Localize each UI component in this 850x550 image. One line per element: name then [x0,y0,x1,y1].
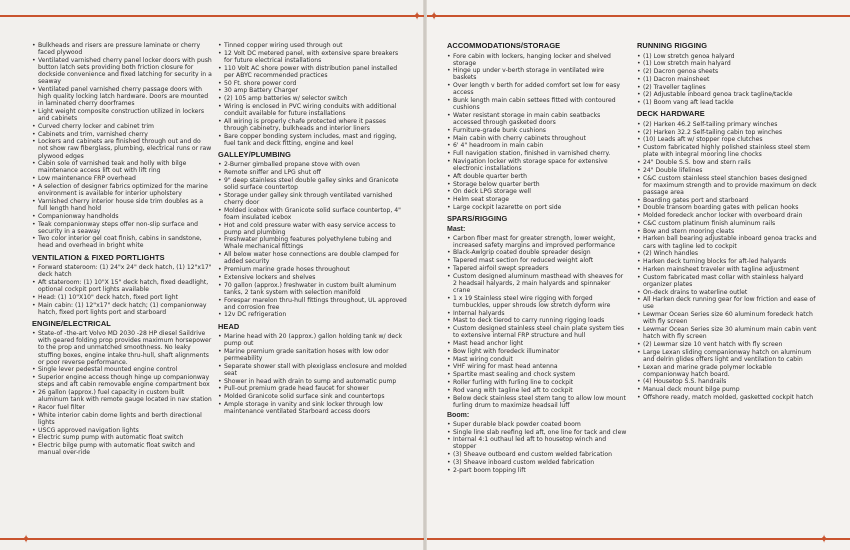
accommodations-list [447,53,627,212]
deck-hardware-list [637,121,817,401]
list-item: • Harken ball bearing adjustable inboard genoa tracks and cars with tagline led to cockpit [637,235,817,249]
list-item: • Storage under galley sink through ventilated varnished cherry door [218,192,408,206]
list-item: • 9" deep stainless steel double galley sinks and Granicote solid surface countertop [218,177,408,191]
list-item: • Mast to deck tierod to carry running rigging loads [447,317,627,324]
list-item: • (1) Dacron mainsheet [637,76,817,83]
list-item: • Harken deck turning blocks for aft-led halyards [637,258,817,265]
list-item: • Hinge up under v-berth storage in ventilated wire baskets [447,67,627,81]
list-item: • Varnished cherry interior house side trim doubles as a full length hand hold [32,198,212,212]
list-item: • Spartite mast sealing and chock system [447,371,627,378]
list-item: • Mast wiring conduit [447,356,627,363]
list-item: • All Harken deck running gear for low friction and ease of use [637,296,817,310]
list-item: • 110 Volt AC shore power with distribution panel installed per ABYC recommended practices [218,65,408,79]
list-item: • Main cabin: (1) 12"x17" deck hatch; (1) companionway hatch, fixed port lights port and starboard [32,302,212,316]
list-item: • Manual deck mount bilge pump [637,386,817,393]
list-item: • Wiring is enclosed in PVC wiring conduits with additional conduit available for future installations [218,103,408,117]
list-item: • Lexan and marine grade polymer lockable companionway hatch board. [637,364,817,378]
column-1 [32,42,212,457]
list-item: • (2) Dacron genoa sheets [637,68,817,75]
list-item: • Lewmar Ocean Series size 60 aluminum foredeck hatch with fly screen [637,311,817,325]
list-item: • (2) Winch handles [637,250,817,257]
list-item: • (4) Housetop S.S. handrails [637,378,817,385]
list-item: • 12 Volt DC metered panel, with extensive spare breakers for future electrical installations [218,50,408,64]
list-item: • 24" Double lifelines [637,167,817,174]
list-item: • Forward stateroom: (1) 24"x 24" deck hatch, (1) 12"x17" deck hatch [32,264,212,278]
list-item: • Remote sniffer and LPG shut off [218,169,408,176]
list-item: • White interior cabin dome lights and berth directional lights [32,412,212,426]
list-item: • Large Lexan sliding companionway hatch on aluminum and delrin glides offers light and ventilation to cabin [637,349,817,363]
list-item: • Bunk length main cabin settees fitted with contoured cushions [447,97,627,111]
list-item: • 1 x 19 Stainless steel wire rigging with forged turnbuckles, upper shrouds low stretch dyform wire [447,295,627,309]
list-item: • Light weight composite construction utilized in lockers and cabinets [32,108,212,122]
list-item: • Internal halyards [447,310,627,317]
list-item: • C&C custom stainless steel stanchion bases designed for maximum strength and to provide maximum on deck passage area [637,175,817,196]
section-heading-ventilation: VENTILATION & FIXED PORTLIGHTS [32,252,165,262]
list-item: • Bow and stern mooring cleats [637,228,817,235]
list-item: • A selection of designer fabrics optimized for the marine environment is available for interior upholstery [32,183,212,197]
list-item: • Navigation locker with storage space for extensive electronic installations [447,158,627,172]
list-item: • (1) Low stretch main halyard [637,60,817,67]
ventilation-list [32,264,212,316]
list-item: • (2) Harken 32.2 Self-tailing cabin top winches [637,129,817,136]
column-2 [218,42,408,416]
list-item: • Shower in head with drain to sump and automatic pump [218,378,408,385]
engine-list [32,330,212,456]
section-heading-head: HEAD [218,321,240,331]
list-item: • Carbon fiber mast for greater strength, lower weight, increased safety margins and improved performance [447,235,627,249]
list-item: • Over length v berth for added comfort set low for easy access [447,82,627,96]
list-item: • Marine premium grade sanitation hoses with low odor permeability [218,348,408,362]
list-item: • Electric sump pump with automatic float switch [32,434,212,441]
list-item: • Double transom boarding gates with pelican hooks [637,204,817,211]
list-item: • 2-Burner gimballed propane stove with oven [218,161,408,168]
list-item: • 6' 4" headroom in main cabin [447,142,627,149]
list-item: • Superior engine access though hinge up companionway steps and aft cabin removable engine compartment box [32,374,212,388]
list-item: • C&C custom platinum finish aluminum rails [637,220,817,227]
list-item: • All wiring is properly chafe protected where it passes through cabinetry, bulkheads and interior liners [218,118,408,132]
list-item: • All below water hose connections are double clamped for added security [218,251,408,265]
list-item: • Extensive lockers and shelves [218,274,408,281]
running-rigging-list [637,53,817,107]
list-item: • Electric bilge pump with automatic float switch and manual over-ride [32,442,212,456]
list-item: • Bulkheads and risers are pressure laminate or cherry faced plywood [32,42,212,56]
list-item: • Custom designed aluminum masthead with sheaves for 2 headsail halyards, 2 main halyards and spinnaker crane [447,273,627,294]
list-item: • (3) Sheave inboard custom welded fabrication [447,459,627,466]
section-heading-engine: ENGINE/ELECTRICAL [32,318,111,328]
list-item: • Cabinets and trim, varnished cherry [32,131,212,138]
list-item: • Helm seat storage [447,196,627,203]
list-item: • Freshwater plumbing features polyethylene tubing and Whale mechanical fittings [218,236,408,250]
list-item: • Molded foredeck anchor locker with overboard drain [637,212,817,219]
list-item: • (2) Lewmar size 10 vent hatch with fly screen [637,341,817,348]
list-item: • Below deck stainless steel stem tang to allow low mount furling drum to maximize headsail luff [447,395,627,409]
four-point-star-icon: ✦ [20,532,32,546]
list-item: • Premium marine grade hoses throughout [218,266,408,273]
list-item: • Black-Awlgrip coated double spreader design [447,249,627,256]
head-list [218,333,408,415]
list-item: • Low maintenance FRP overhead [32,175,212,182]
list-item: • Single line slab reefing led aft, one line for tack and clew [447,429,627,436]
bottom-rule-right [427,538,850,540]
four-point-star-icon: ✦ [428,9,440,23]
list-item: • Custom fabricated highly polished stainless steel stem plate with integral mooring line chocks [637,144,817,158]
list-item: • Fore cabin with lockers, hanging locker and shelved storage [447,53,627,67]
list-item: • Aft stateroom: (1) 10"X 15" deck hatch, fixed deadlight, optional cockpit port lights available [32,279,212,293]
list-item: • (1) Boom vang aft lead tackle [637,99,817,106]
subheading-boom: Boom: [447,411,470,419]
boom-list [447,421,627,474]
top-rule-left [0,15,424,17]
section-heading-accommodations: ACCOMMODATIONS/STORAGE [447,41,561,50]
list-item: • Two color interior gel coat finish, cabins in sandstone, head and overhead in bright white [32,235,212,249]
list-item: • Storage below quarter berth [447,181,627,188]
list-item: • (10) Leads aft w/ stopper rope clutches [637,136,817,143]
list-item: • Forespar marelon thru-hull fittings throughout, UL approved and corrosion free [218,297,408,311]
list-item: • Boarding gates port and starboard [637,197,817,204]
list-item: • Custom fabricated mast collar with stainless halyard organizer plates [637,274,817,288]
list-item: • (2) Harken 46.2 Self-tailing primary winches [637,121,817,128]
four-point-star-icon: ✦ [818,532,830,546]
column-4 [637,42,817,402]
list-item: • Main cabin with cherry cabinets throughout [447,135,627,142]
list-item: • Companionway handholds [32,213,212,220]
section-heading-running-rigging: RUNNING RIGGING [637,41,708,50]
list-item: • Bare copper bonding system includes, mast and rigging, fuel tank and deck fitting, engine and keel [218,133,408,147]
list-item: • Curved cherry locker and cabinet trim [32,123,212,130]
list-item: • (2) 105 amp batteries w/ selector switch [218,95,408,102]
list-item: • Aft double quarter berth [447,173,627,180]
list-item: • Marine head with 20 (approx.) gallon holding tank w/ deck pump out [218,333,408,347]
list-item: • USCG approved navigation lights [32,427,212,434]
list-item: • 24" Double S.S. bow and stern rails [637,159,817,166]
list-item: • Racor fuel filter [32,404,212,411]
list-item: • (2) Adjustable inboard genoa track tagline/tackle [637,91,817,98]
list-item: • Teak companionway steps offer non-slip surface and security in a seaway [32,221,212,235]
galley-list [218,161,408,318]
list-item: • Bow light with foredeck illuminator [447,348,627,355]
list-item: • Pull-out premium grade head faucet for shower [218,385,408,392]
list-item: • Ventilated varnished cherry panel locker doors with push button latch sets providing both friction closure for dockside convenience and fixed latching for security in a seaway [32,57,212,85]
list-item: • Water resistant storage in main cabin seatbacks accessed through gasketed doors [447,112,627,126]
list-item: • Mast head anchor light [447,340,627,347]
mast-list [447,235,627,409]
list-item: • Rod vang with tagline led aft to cockpit [447,387,627,394]
list-item: • Cabin sole of varnished teak and holly with bilge maintenance access lift out with lift ring [32,160,212,174]
four-point-star-icon: ✦ [411,9,423,23]
list-item: • 2-part boom topping lift [447,467,627,474]
list-item: • Single lever pedestal mounted engine control [32,366,212,373]
list-item: • Tapered mast section for reduced weight aloft [447,257,627,264]
list-item: • Molded icebox with Granicote solid surface countertop, 4" foam insulated icebox [218,207,408,221]
electrical-list [218,42,408,147]
list-item: • Head: (1) 10"X10" deck hatch, fixed port light [32,294,212,301]
list-item: • VHF wiring for mast head antenna [447,363,627,370]
list-item: • Furniture-grade bunk cushions [447,127,627,134]
list-item: • On deck LPG storage well [447,188,627,195]
section-heading-spars: SPARS/RIGGING [447,214,508,224]
list-item: • 26 gallon (approx.) fuel capacity in custom built aluminum tank with remote gauge located in nav station [32,389,212,403]
top-rule-right [427,15,850,17]
list-item: • (3) Sheave outboard end custom welded fabrication [447,451,627,458]
list-item: • 30 amp Battery Charger [218,87,408,94]
list-item: • 70 gallon (approx.) freshwater in custom built aluminum tanks, 2 tank system with selection manifold [218,282,408,296]
bottom-rule-left [0,538,424,540]
list-item: • Harken mainsheet traveler with tagline adjustment [637,266,817,273]
list-item: • State-of -the-art Volvo MD 2030 -28 HP diesel Saildrive with geared folding prop provides maximum horsepower to the prop and unmatched smoothness. No leaky stuffing boxes, engine intake thru-hull, shaft alignments or poor reverse performance. [32,330,212,365]
list-item: • Ventilated panel varnished cherry passage doors with high quality locking latch hardware. Doors are mounted in laminated cherry doorframes [32,86,212,107]
column-3 [447,42,627,475]
list-item: • Large cockpit lazarette on port side [447,204,627,211]
section-heading-deck-hardware: DECK HARDWARE [637,109,705,119]
list-item: • (2) Traveller taglines [637,84,817,91]
list-item: • Hot and cold pressure water with easy service access to pump and plumbing [218,222,408,236]
section-heading-galley: GALLEY/PLUMBING [218,149,291,159]
list-item: • Ample storage in vanity and sink locker through low maintenance ventilated Starboard access doors [218,401,408,415]
list-item: • Tinned copper wiring used through out [218,42,408,49]
list-item: • Offshore ready, match molded, gasketted cockpit hatch [637,394,817,401]
list-item: • Custom designed stainless steel chain plate system ties to extensive internal FRP structure and hull [447,325,627,339]
list-item: • (1) Low stretch genoa halyard [637,53,817,60]
list-item: • Internal 4:1 outhaul led aft to housetop winch and stopper [447,436,627,450]
list-item: • Roller furling with furling line to cockpit [447,379,627,386]
page-gutter [423,0,427,550]
list-item: • 12v DC refrigeration [218,311,408,318]
list-item: • Tapered airfoil swept spreaders [447,265,627,272]
list-item: • Lockers and cabinets are finished through out and do not show raw fiberglass, plumbing, electrical runs or raw plywood edges [32,138,212,159]
list-item: • 50 Ft. shore power cord [218,80,408,87]
subheading-mast: Mast: [447,225,466,233]
list-item: • On-deck drains to waterline outlet [637,289,817,296]
general-list [32,42,212,250]
list-item: • Full navigation station, finished in varnished cherry. [447,150,627,157]
list-item: • Separate shower stall with plexiglass enclosure and molded seat [218,363,408,377]
list-item: • Lewmar Ocean Series size 30 aluminum main cabin vent hatch with fly screen [637,326,817,340]
list-item: • Molded Granicote solid surface sink and countertops [218,393,408,400]
list-item: • Super durable black powder coated boom [447,421,627,428]
